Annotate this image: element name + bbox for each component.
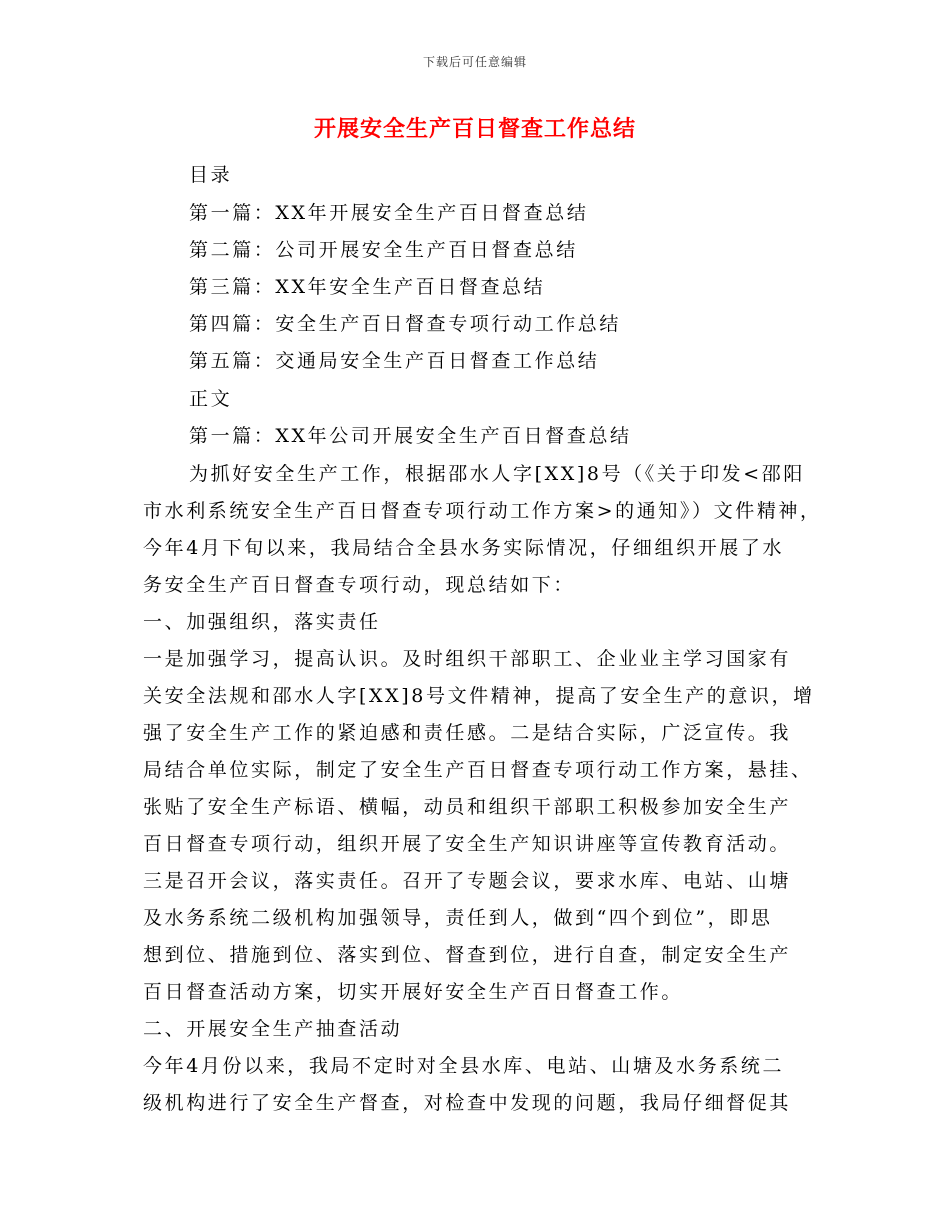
paragraph-line: 市水利系统安全生产百日督查专项行动工作方案>的通知》）文件精神，: [143, 500, 822, 522]
paragraph-line: 今年4月份以来，我局不定时对全县水库、电站、山塘及水务系统二: [143, 1055, 785, 1077]
paragraph-line: 百日督查专项行动，组织开展了安全生产知识讲座等宣传教育活动。: [143, 833, 792, 855]
paragraph-line: 三是召开会议，落实责任。召开了专题会议，要求水库、电站、山塘: [143, 870, 792, 892]
paragraph-line: 局结合单位实际，制定了安全生产百日督查专项行动工作方案，悬挂、: [143, 759, 813, 781]
paragraph-line: 想到位、措施到位、落实到位、督查到位，进行自查，制定安全生产: [143, 944, 792, 966]
paragraph-line: 百日督查活动方案，切实开展好安全生产百日督查工作。: [143, 981, 684, 1003]
toc-item: 第四篇：安全生产百日督查专项行动工作总结: [189, 313, 622, 335]
paragraph-line: 张贴了安全生产标语、横幅，动员和组织干部职工积极参加安全生产: [143, 796, 792, 818]
page-header: 下载后可任意编辑: [422, 55, 527, 69]
paragraph-line: 一是加强学习，提高认识。及时组织干部职工、企业业主学习国家有: [143, 648, 792, 670]
toc-item: 第三篇：XX年安全生产百日督查总结: [189, 276, 546, 298]
paragraph-line: 为抓好安全生产工作，根据邵水人字[XX]8号（《关于印发<邵阳: [189, 463, 805, 485]
paragraph-line: 强了安全生产工作的紧迫感和责任感。二是结合实际，广泛宣传。我: [143, 722, 792, 744]
toc-item: 第二篇：公司开展安全生产百日督查总结: [189, 239, 578, 261]
paragraph-line: 务安全生产百日督查专项行动，现总结如下：: [143, 574, 576, 596]
paragraph-line: 及水务系统二级机构加强领导，责任到人，做到“四个到位”，即思: [143, 907, 773, 929]
toc-heading: 目录: [189, 164, 233, 186]
toc-item: 第一篇：XX年开展安全生产百日督查总结: [189, 202, 589, 224]
section-heading: 一、加强组织，落实责任: [143, 611, 381, 633]
section-heading: 二、开展安全生产抽查活动: [143, 1018, 403, 1040]
toc-item: 第五篇：交通局安全生产百日督查工作总结: [189, 350, 600, 372]
document-title: 开展安全生产百日督查工作总结: [313, 117, 636, 142]
chapter-title: 第一篇：XX年公司开展安全生产百日督查总结: [189, 425, 632, 447]
paragraph-line: 今年4月下旬以来，我局结合全县水务实际情况，仔细组织开展了水: [143, 537, 785, 559]
paragraph-line: 级机构进行了安全生产督查，对检查中发现的问题，我局仔细督促其: [143, 1092, 792, 1114]
body-heading: 正文: [189, 388, 233, 410]
paragraph-line: 关安全法规和邵水人字[XX]8号文件精神，提高了安全生产的意识，增: [143, 685, 815, 707]
